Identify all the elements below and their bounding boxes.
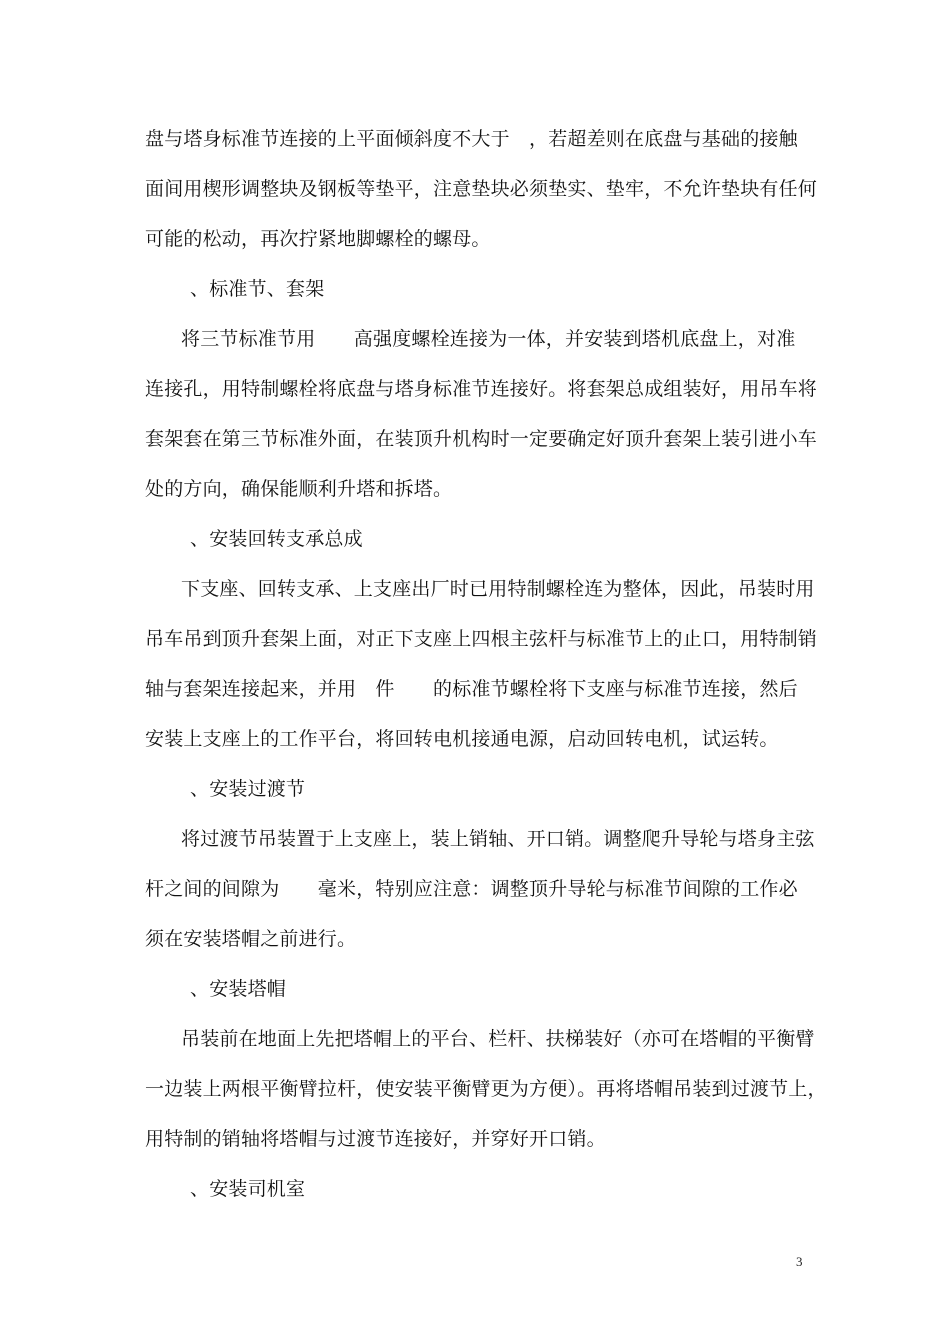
paragraph-line: 吊装前在地面上先把塔帽上的平台、栏杆、扶梯装好（亦可在塔帽的平衡臂 xyxy=(181,1028,815,1050)
paragraph-line: 下支座、回转支承、上支座出厂时已用特制螺栓连为整体，因此，吊装时用 xyxy=(181,578,815,600)
paragraph-line: 安装上支座上的工作平台，将回转电机接通电源，启动回转电机，试运转。 xyxy=(145,728,779,750)
paragraph-line: 可能的松动，再次拧紧地脚螺栓的螺母。 xyxy=(145,228,491,250)
paragraph-line: 盘与塔身标准节连接的上平面倾斜度不大于 ，若超差则在底盘与基础的接触 xyxy=(145,128,798,150)
section-heading: 、标准节、套架 xyxy=(190,278,325,300)
paragraph-line: 轴与套架连接起来，并用 件 的标准节螺栓将下支座与标准节连接，然后 xyxy=(145,678,798,700)
paragraph-line: 杆之间的间隙为 毫米，特别应注意：调整顶升导轮与标准节间隙的工作必 xyxy=(145,878,798,900)
section-heading: 、安装回转支承总成 xyxy=(190,528,363,550)
paragraph-line: 将三节标准节用 高强度螺栓连接为一体，并安装到塔机底盘上，对准 xyxy=(181,328,796,350)
page-number: 3 xyxy=(796,1254,803,1269)
section-heading: 、安装塔帽 xyxy=(190,978,287,1000)
paragraph-line: 套架套在第三节标准外面，在装顶升机构时一定要确定好顶升套架上装引进小车 xyxy=(145,428,818,450)
paragraph-line: 面间用楔形调整块及钢板等垫平，注意垫块必须垫实、垫牢，不允许垫块有任何 xyxy=(145,178,818,200)
paragraph-line: 处的方向，确保能顺利升塔和拆塔。 xyxy=(145,478,453,500)
paragraph-line: 将过渡节吊装置于上支座上，装上销轴、开口销。调整爬升导轮与塔身主弦 xyxy=(181,828,815,850)
section-heading: 、安装过渡节 xyxy=(190,778,306,800)
paragraph-line: 连接孔，用特制螺栓将底盘与塔身标准节连接好。将套架总成组装好，用吊车将 xyxy=(145,378,818,400)
section-heading: 、安装司机室 xyxy=(190,1178,306,1200)
paragraph-line: 用特制的销轴将塔帽与过渡节连接好，并穿好开口销。 xyxy=(145,1128,606,1150)
paragraph-line: 一边装上两根平衡臂拉杆，使安装平衡臂更为方便）。再将塔帽吊装到过渡节上， xyxy=(145,1078,827,1100)
paragraph-line: 吊车吊到顶升套架上面，对正下支座上四根主弦杆与标准节上的止口，用特制销 xyxy=(145,628,818,650)
paragraph-line: 须在安装塔帽之前进行。 xyxy=(145,928,357,950)
